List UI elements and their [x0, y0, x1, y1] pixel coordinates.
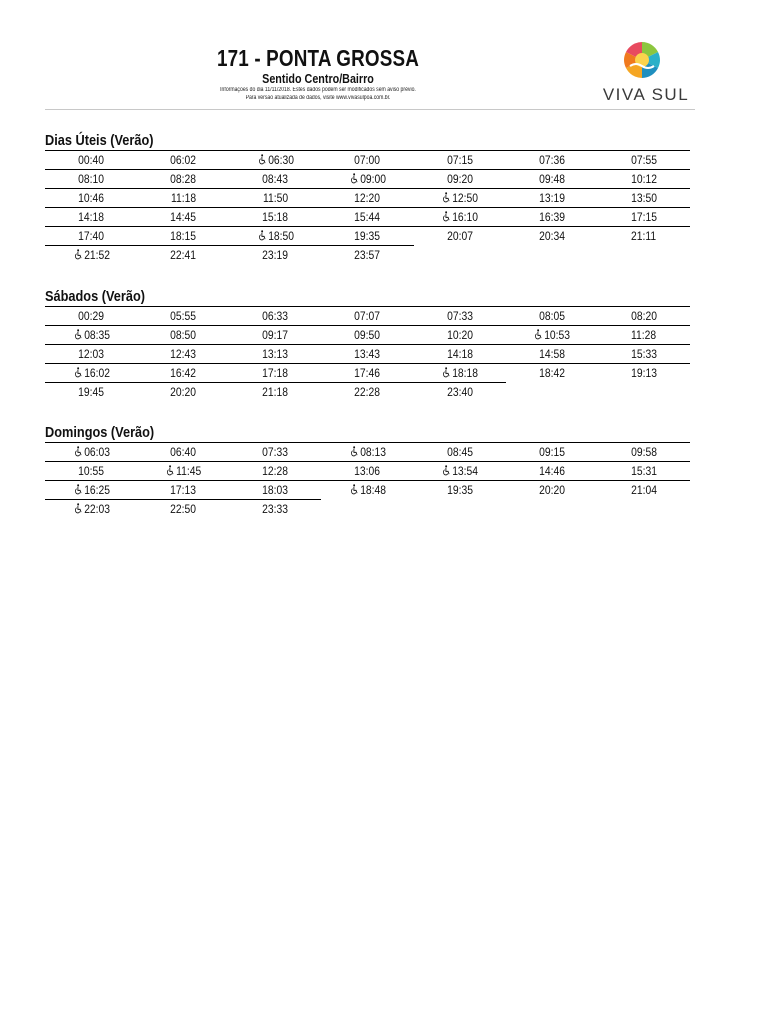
departure-time — [137, 461, 229, 480]
time-label: 13:06 — [354, 464, 381, 478]
time-label: 07:07 — [354, 309, 381, 323]
departure-time — [229, 306, 321, 325]
time-label: 16:02 — [83, 366, 110, 380]
departure-time — [321, 442, 413, 461]
departure-time — [45, 461, 137, 480]
departure-time — [229, 245, 321, 264]
time-label: 15:44 — [354, 210, 381, 224]
time-label: 08:43 — [262, 172, 289, 186]
departure-time — [414, 207, 506, 226]
wheelchair-icon — [441, 367, 450, 378]
departure-time — [321, 363, 413, 382]
time-label: 22:41 — [170, 248, 197, 262]
time-label: 15:33 — [630, 347, 657, 361]
time-label: 12:03 — [78, 347, 104, 361]
table-row — [45, 150, 690, 169]
table-row — [45, 245, 690, 264]
time-label: 21:52 — [83, 248, 110, 262]
departure-time — [414, 150, 506, 169]
empty-cell — [506, 499, 598, 518]
time-label: 12:20 — [354, 191, 381, 205]
time-label: 06:03 — [83, 445, 110, 459]
departure-time — [414, 461, 506, 480]
time-label: 13:19 — [538, 191, 565, 205]
departure-time — [45, 325, 137, 344]
time-label: 07:36 — [538, 153, 565, 167]
time-label: 08:35 — [83, 328, 110, 342]
time-label: 23:57 — [354, 248, 381, 262]
departure-time — [137, 382, 229, 401]
departure-time — [45, 480, 137, 499]
departure-time — [321, 207, 413, 226]
time-label: 14:46 — [538, 464, 565, 478]
departure-time — [414, 188, 506, 207]
departure-time — [45, 344, 137, 363]
departure-time — [229, 363, 321, 382]
departure-time — [137, 363, 229, 382]
departure-time — [137, 188, 229, 207]
departure-time — [137, 207, 229, 226]
departure-time — [45, 150, 137, 169]
empty-cell — [598, 499, 690, 518]
time-label: 16:10 — [452, 210, 479, 224]
departure-time — [506, 344, 598, 363]
departure-time — [598, 363, 690, 382]
departure-time — [414, 344, 506, 363]
time-label: 14:18 — [78, 210, 104, 224]
departure-time — [321, 306, 413, 325]
table-row — [45, 461, 690, 480]
wheelchair-icon — [257, 230, 266, 241]
departure-time — [506, 461, 598, 480]
time-label: 10:12 — [630, 172, 657, 186]
time-label: 21:04 — [630, 483, 657, 497]
info-note-line-1: Informações do dia 11/11/2018. Estes dados podem ser modificados sem aviso prévio. — [220, 87, 416, 93]
table-row — [45, 306, 690, 325]
departure-time — [321, 150, 413, 169]
time-label: 10:46 — [78, 191, 104, 205]
wheelchair-icon — [533, 329, 542, 340]
time-label: 09:17 — [262, 328, 289, 342]
departure-time — [598, 344, 690, 363]
departure-time — [45, 188, 137, 207]
route-direction: Sentido Centro/Bairro — [262, 72, 374, 86]
departure-time — [321, 188, 413, 207]
time-label: 21:18 — [262, 385, 289, 399]
time-label: 07:55 — [630, 153, 657, 167]
departure-time — [506, 226, 598, 245]
departure-time — [137, 245, 229, 264]
time-label: 18:15 — [170, 229, 197, 243]
time-label: 22:50 — [170, 502, 197, 516]
wheelchair-icon — [441, 211, 450, 222]
table-row — [45, 325, 690, 344]
table-row — [45, 382, 690, 401]
empty-cell — [506, 245, 598, 264]
departure-time — [506, 306, 598, 325]
time-label: 18:50 — [268, 229, 294, 243]
departure-time — [137, 150, 229, 169]
time-label: 10:20 — [446, 328, 473, 342]
section-title: Sábados (Verão) — [45, 289, 145, 305]
departure-time — [229, 169, 321, 188]
departure-time — [229, 461, 321, 480]
departure-time — [45, 442, 137, 461]
wheelchair-icon — [349, 173, 358, 184]
time-label: 05:55 — [170, 309, 197, 323]
departure-time — [137, 442, 229, 461]
departure-time — [321, 245, 413, 264]
departure-time — [598, 442, 690, 461]
time-label: 23:19 — [262, 248, 289, 262]
departure-time — [598, 461, 690, 480]
departure-time — [414, 382, 506, 401]
departure-time — [506, 325, 598, 344]
time-label: 17:18 — [262, 366, 289, 380]
departure-time — [598, 480, 690, 499]
time-label: 06:30 — [268, 153, 294, 167]
departure-time — [598, 169, 690, 188]
title-block — [180, 44, 456, 102]
departure-time — [45, 363, 137, 382]
wheelchair-icon — [441, 465, 450, 476]
time-label: 19:13 — [630, 366, 657, 380]
empty-cell — [506, 382, 598, 401]
time-label: 10:55 — [78, 464, 104, 478]
wheelchair-icon — [73, 446, 82, 457]
time-label: 17:15 — [630, 210, 657, 224]
time-label: 12:43 — [170, 347, 197, 361]
time-label: 14:45 — [170, 210, 197, 224]
section-weekdays — [45, 132, 690, 264]
time-label: 15:18 — [262, 210, 289, 224]
time-label: 16:42 — [170, 366, 197, 380]
info-note-line-2: Para versão atualizada de dados, visite www.vivasulpoa.com.br. — [245, 95, 391, 101]
page-header — [0, 0, 768, 110]
time-label: 06:02 — [170, 153, 197, 167]
departure-time — [45, 499, 137, 518]
time-label: 08:28 — [170, 172, 197, 186]
departure-time — [321, 480, 413, 499]
wheelchair-icon — [441, 192, 450, 203]
table-row — [45, 480, 690, 499]
time-label: 14:58 — [538, 347, 565, 361]
time-label: 20:20 — [170, 385, 197, 399]
time-label: 19:35 — [354, 229, 381, 243]
time-label: 00:40 — [78, 153, 104, 167]
departure-time — [506, 480, 598, 499]
schedule-grid — [45, 306, 690, 401]
departure-time — [137, 344, 229, 363]
time-label: 08:05 — [538, 309, 565, 323]
schedule-grid — [45, 442, 690, 518]
time-label: 07:33 — [262, 445, 289, 459]
time-label: 09:58 — [630, 445, 657, 459]
departure-time — [45, 245, 137, 264]
time-label: 09:48 — [538, 172, 565, 186]
section-title: Domingos (Verão) — [45, 425, 155, 441]
time-label: 18:42 — [538, 366, 565, 380]
time-label: 11:50 — [262, 191, 288, 205]
time-label: 19:35 — [446, 483, 473, 497]
time-label: 08:45 — [446, 445, 473, 459]
time-label: 22:28 — [354, 385, 381, 399]
time-label: 07:00 — [354, 153, 381, 167]
departure-time — [229, 442, 321, 461]
viva-sul-logo — [596, 40, 696, 106]
empty-cell — [414, 499, 506, 518]
departure-time — [506, 188, 598, 207]
departure-time — [414, 226, 506, 245]
departure-time — [414, 325, 506, 344]
time-label: 18:48 — [360, 483, 386, 497]
table-row — [45, 363, 690, 382]
time-label: 19:45 — [78, 385, 104, 399]
departure-time — [45, 306, 137, 325]
departure-time — [137, 169, 229, 188]
departure-time — [506, 169, 598, 188]
time-label: 12:28 — [262, 464, 289, 478]
wheelchair-icon — [73, 367, 82, 378]
departure-time — [598, 188, 690, 207]
wheelchair-icon — [73, 503, 82, 514]
departure-time — [229, 344, 321, 363]
time-label: 16:25 — [83, 483, 110, 497]
departure-time — [506, 442, 598, 461]
departure-time — [45, 207, 137, 226]
time-label: 14:18 — [446, 347, 473, 361]
route-title: 171 - PONTA GROSSA — [216, 45, 420, 71]
table-row — [45, 344, 690, 363]
departure-time — [598, 226, 690, 245]
wheelchair-icon — [165, 465, 174, 476]
departure-time — [137, 499, 229, 518]
departure-time — [321, 461, 413, 480]
table-row — [45, 442, 690, 461]
time-label: 22:03 — [83, 502, 110, 516]
departure-time — [137, 480, 229, 499]
time-label: 13:13 — [262, 347, 289, 361]
departure-time — [321, 344, 413, 363]
time-label: 18:03 — [262, 483, 289, 497]
departure-time — [229, 226, 321, 245]
departure-time — [229, 188, 321, 207]
time-label: 07:33 — [446, 309, 473, 323]
time-label: 13:54 — [452, 464, 479, 478]
departure-time — [137, 306, 229, 325]
time-label: 09:50 — [354, 328, 381, 342]
wheelchair-icon — [257, 154, 266, 165]
departure-time — [506, 363, 598, 382]
time-label: 20:20 — [538, 483, 565, 497]
time-label: 11:28 — [631, 328, 657, 342]
time-label: 00:29 — [78, 309, 104, 323]
time-label: 17:40 — [78, 229, 104, 243]
empty-cell — [598, 382, 690, 401]
table-row — [45, 499, 690, 518]
time-label: 09:00 — [360, 172, 386, 186]
time-label: 23:33 — [262, 502, 289, 516]
logo-text: VIVA SUL — [602, 85, 690, 104]
departure-time — [598, 306, 690, 325]
time-label: 13:50 — [630, 191, 657, 205]
departure-time — [321, 169, 413, 188]
time-label: 20:07 — [446, 229, 473, 243]
departure-time — [229, 207, 321, 226]
departure-time — [229, 382, 321, 401]
time-label: 20:34 — [538, 229, 565, 243]
time-label: 15:31 — [630, 464, 657, 478]
viva-sul-logo-icon — [622, 40, 662, 80]
header-divider — [45, 109, 695, 110]
time-label: 06:40 — [170, 445, 197, 459]
time-label: 08:50 — [170, 328, 197, 342]
departure-time — [506, 207, 598, 226]
section-saturdays — [45, 288, 690, 401]
departure-time — [229, 499, 321, 518]
empty-cell — [598, 245, 690, 264]
departure-time — [598, 325, 690, 344]
time-label: 18:18 — [452, 366, 479, 380]
table-row — [45, 188, 690, 207]
time-label: 08:10 — [78, 172, 104, 186]
wheelchair-icon — [349, 446, 358, 457]
wheelchair-icon — [73, 249, 82, 260]
time-label: 23:40 — [446, 385, 473, 399]
table-row — [45, 207, 690, 226]
time-label: 09:20 — [446, 172, 473, 186]
time-label: 10:53 — [544, 328, 571, 342]
departure-time — [506, 150, 598, 169]
time-label: 17:13 — [170, 483, 197, 497]
time-label: 12:50 — [452, 191, 479, 205]
time-label: 16:39 — [538, 210, 565, 224]
departure-time — [414, 363, 506, 382]
empty-cell — [414, 245, 506, 264]
departure-time — [229, 480, 321, 499]
time-label: 17:46 — [354, 366, 381, 380]
departure-time — [229, 325, 321, 344]
departure-time — [321, 325, 413, 344]
wheelchair-icon — [73, 329, 82, 340]
departure-time — [414, 306, 506, 325]
departure-time — [45, 382, 137, 401]
departure-time — [229, 150, 321, 169]
departure-time — [414, 442, 506, 461]
time-label: 07:15 — [446, 153, 473, 167]
time-label: 11:45 — [176, 464, 202, 478]
departure-time — [598, 150, 690, 169]
schedule-grid — [45, 150, 690, 264]
time-label: 08:20 — [630, 309, 657, 323]
departure-time — [45, 169, 137, 188]
time-label: 08:13 — [360, 445, 386, 459]
departure-time — [598, 207, 690, 226]
table-row — [45, 226, 690, 245]
section-title: Dias Úteis (Verão) — [45, 133, 154, 149]
departure-time — [321, 382, 413, 401]
table-row — [45, 169, 690, 188]
section-sundays — [45, 424, 690, 518]
time-label: 09:15 — [538, 445, 565, 459]
departure-time — [414, 169, 506, 188]
departure-time — [321, 226, 413, 245]
departure-time — [137, 325, 229, 344]
time-label: 21:11 — [631, 229, 657, 243]
time-label: 06:33 — [262, 309, 289, 323]
departure-time — [137, 226, 229, 245]
empty-cell — [321, 499, 413, 518]
wheelchair-icon — [73, 484, 82, 495]
departure-time — [45, 226, 137, 245]
wheelchair-icon — [349, 484, 358, 495]
time-label: 13:43 — [354, 347, 381, 361]
departure-time — [414, 480, 506, 499]
time-label: 11:18 — [170, 191, 196, 205]
